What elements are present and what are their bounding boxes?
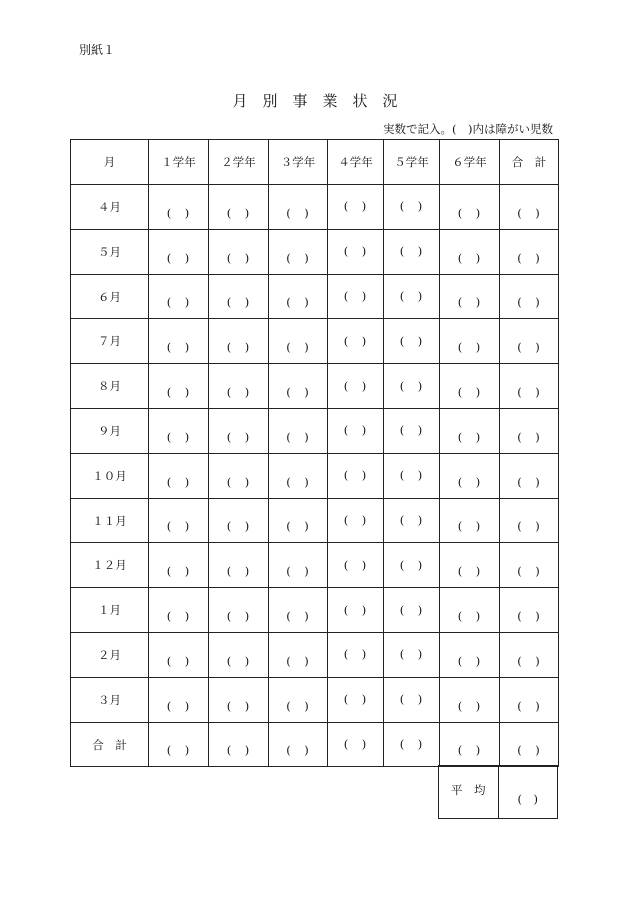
entry-cell[interactable]: ( ) [149,498,209,543]
entry-cell[interactable]: ( ) [209,588,269,633]
entry-cell[interactable]: ( ) [440,677,500,722]
table-row [71,722,559,767]
entry-cell[interactable]: ( ) [328,543,384,588]
entry-cell[interactable]: ( ) [269,498,328,543]
page-title: 月 別 事 業 状 況 [232,92,398,110]
entry-cell[interactable]: ( ) [440,185,500,230]
column-header: ６学年 [440,140,500,185]
entry-cell[interactable]: ( ) [500,274,559,319]
entry-cell[interactable]: ( ) [209,319,269,364]
entry-cell[interactable]: ( ) [500,229,559,274]
entry-cell[interactable]: ( ) [328,408,384,453]
entry-cell[interactable]: ( ) [328,632,384,677]
month-label: ８月 [71,364,149,409]
column-header: 月 [71,140,149,185]
month-label: 合 計 [71,722,149,767]
entry-cell[interactable]: ( ) [209,185,269,230]
entry-cell[interactable]: ( ) [269,364,328,409]
entry-cell[interactable]: ( ) [269,632,328,677]
entry-cell[interactable]: ( ) [209,274,269,319]
month-label: ７月 [71,319,149,364]
month-label: １月 [71,588,149,633]
month-label: ５月 [71,229,149,274]
entry-cell[interactable]: ( ) [440,364,500,409]
entry-cell[interactable]: ( ) [500,453,559,498]
column-header: ５学年 [384,140,440,185]
page-label: 別紙１ [79,43,116,57]
entry-cell[interactable]: ( ) [384,453,440,498]
entry-cell[interactable]: ( ) [500,498,559,543]
month-label: ６月 [71,274,149,319]
entry-cell[interactable]: ( ) [149,185,209,230]
table-row [71,185,559,230]
month-label: ２月 [71,632,149,677]
entry-cell[interactable]: ( ) [149,677,209,722]
table-row [71,498,559,543]
entry-cell[interactable]: ( ) [500,677,559,722]
entry-cell[interactable]: ( ) [440,543,500,588]
entry-cell[interactable]: ( ) [209,229,269,274]
entry-cell[interactable]: ( ) [328,185,384,230]
entry-cell[interactable]: ( ) [209,364,269,409]
entry-cell[interactable]: ( ) [500,543,559,588]
entry-cell[interactable]: ( ) [384,274,440,319]
entry-cell[interactable]: ( ) [328,274,384,319]
entry-cell[interactable]: ( ) [384,319,440,364]
entry-cell[interactable]: ( ) [328,229,384,274]
entry-cell[interactable]: ( ) [440,408,500,453]
entry-cell[interactable]: ( ) [149,588,209,633]
entry-cell[interactable]: ( ) [440,498,500,543]
entry-cell[interactable]: ( ) [384,677,440,722]
table-row [71,229,559,274]
entry-cell[interactable]: ( ) [500,364,559,409]
table-row [71,319,559,364]
table-row [71,408,559,453]
entry-cell[interactable]: ( ) [440,632,500,677]
table-row [71,677,559,722]
average-value[interactable]: ( ) [498,766,558,819]
month-label: ９月 [71,408,149,453]
entry-cell[interactable]: ( ) [269,722,328,767]
table-row [71,543,559,588]
entry-cell[interactable]: ( ) [269,319,328,364]
entry-cell[interactable]: ( ) [328,364,384,409]
entry-cell[interactable]: ( ) [269,185,328,230]
month-label: ３月 [71,677,149,722]
entry-cell[interactable]: ( ) [209,408,269,453]
entry-cell[interactable]: ( ) [384,498,440,543]
month-label: ４月 [71,185,149,230]
entry-cell[interactable]: ( ) [149,543,209,588]
entry-cell[interactable]: ( ) [500,632,559,677]
entry-cell[interactable]: ( ) [384,408,440,453]
entry-cell[interactable]: ( ) [149,722,209,767]
entry-cell[interactable]: ( ) [328,677,384,722]
entry-cell[interactable]: ( ) [209,677,269,722]
table-row [71,588,559,633]
column-header: 合 計 [500,140,559,185]
month-label: １１月 [71,498,149,543]
entry-cell[interactable]: ( ) [149,319,209,364]
entry-cell[interactable]: ( ) [384,229,440,274]
column-header: ４学年 [328,140,384,185]
entry-cell[interactable]: ( ) [500,319,559,364]
entry-cell[interactable]: ( ) [384,722,440,767]
average-label: 平 均 [439,766,499,819]
entry-cell[interactable]: ( ) [269,588,328,633]
entry-cell[interactable]: ( ) [209,543,269,588]
entry-cell[interactable]: ( ) [269,229,328,274]
entry-cell[interactable]: ( ) [440,453,500,498]
entry-cell[interactable]: ( ) [328,319,384,364]
entry-cell[interactable]: ( ) [384,632,440,677]
monthly-table [70,139,559,767]
entry-cell[interactable]: ( ) [384,588,440,633]
entry-cell[interactable]: ( ) [328,588,384,633]
note-text: 実数で記入。( )内は障がい児数 [383,122,553,136]
table-row [71,453,559,498]
month-label: １０月 [71,453,149,498]
table-row [71,274,559,319]
entry-cell[interactable]: ( ) [384,543,440,588]
entry-cell[interactable]: ( ) [440,319,500,364]
table-row [71,632,559,677]
entry-cell[interactable]: ( ) [149,274,209,319]
entry-cell[interactable]: ( ) [209,498,269,543]
entry-cell[interactable]: ( ) [269,543,328,588]
entry-cell[interactable]: ( ) [149,229,209,274]
entry-cell[interactable]: ( ) [500,408,559,453]
column-header: ３学年 [269,140,328,185]
entry-cell[interactable]: ( ) [500,588,559,633]
entry-cell[interactable]: ( ) [384,185,440,230]
table-row [71,364,559,409]
entry-cell[interactable]: ( ) [440,274,500,319]
entry-cell[interactable]: ( ) [149,408,209,453]
column-header: １学年 [149,140,209,185]
entry-cell[interactable]: ( ) [440,588,500,633]
entry-cell[interactable]: ( ) [149,453,209,498]
entry-cell[interactable]: ( ) [269,408,328,453]
entry-cell[interactable]: ( ) [440,722,500,767]
header-row [71,140,559,185]
entry-cell[interactable]: ( ) [328,498,384,543]
entry-cell[interactable]: ( ) [500,185,559,230]
entry-cell[interactable]: ( ) [209,632,269,677]
entry-cell[interactable]: ( ) [149,364,209,409]
entry-cell[interactable]: ( ) [149,632,209,677]
column-header: ２学年 [209,140,269,185]
entry-cell[interactable]: ( ) [440,229,500,274]
entry-cell[interactable]: ( ) [269,274,328,319]
entry-cell[interactable]: ( ) [209,722,269,767]
entry-cell[interactable]: ( ) [269,677,328,722]
entry-cell[interactable]: ( ) [328,453,384,498]
average-table [438,765,558,819]
month-label: １２月 [71,543,149,588]
entry-cell[interactable]: ( ) [328,722,384,767]
entry-cell[interactable]: ( ) [500,722,559,767]
entry-cell[interactable]: ( ) [269,453,328,498]
entry-cell[interactable]: ( ) [209,453,269,498]
entry-cell[interactable]: ( ) [384,364,440,409]
